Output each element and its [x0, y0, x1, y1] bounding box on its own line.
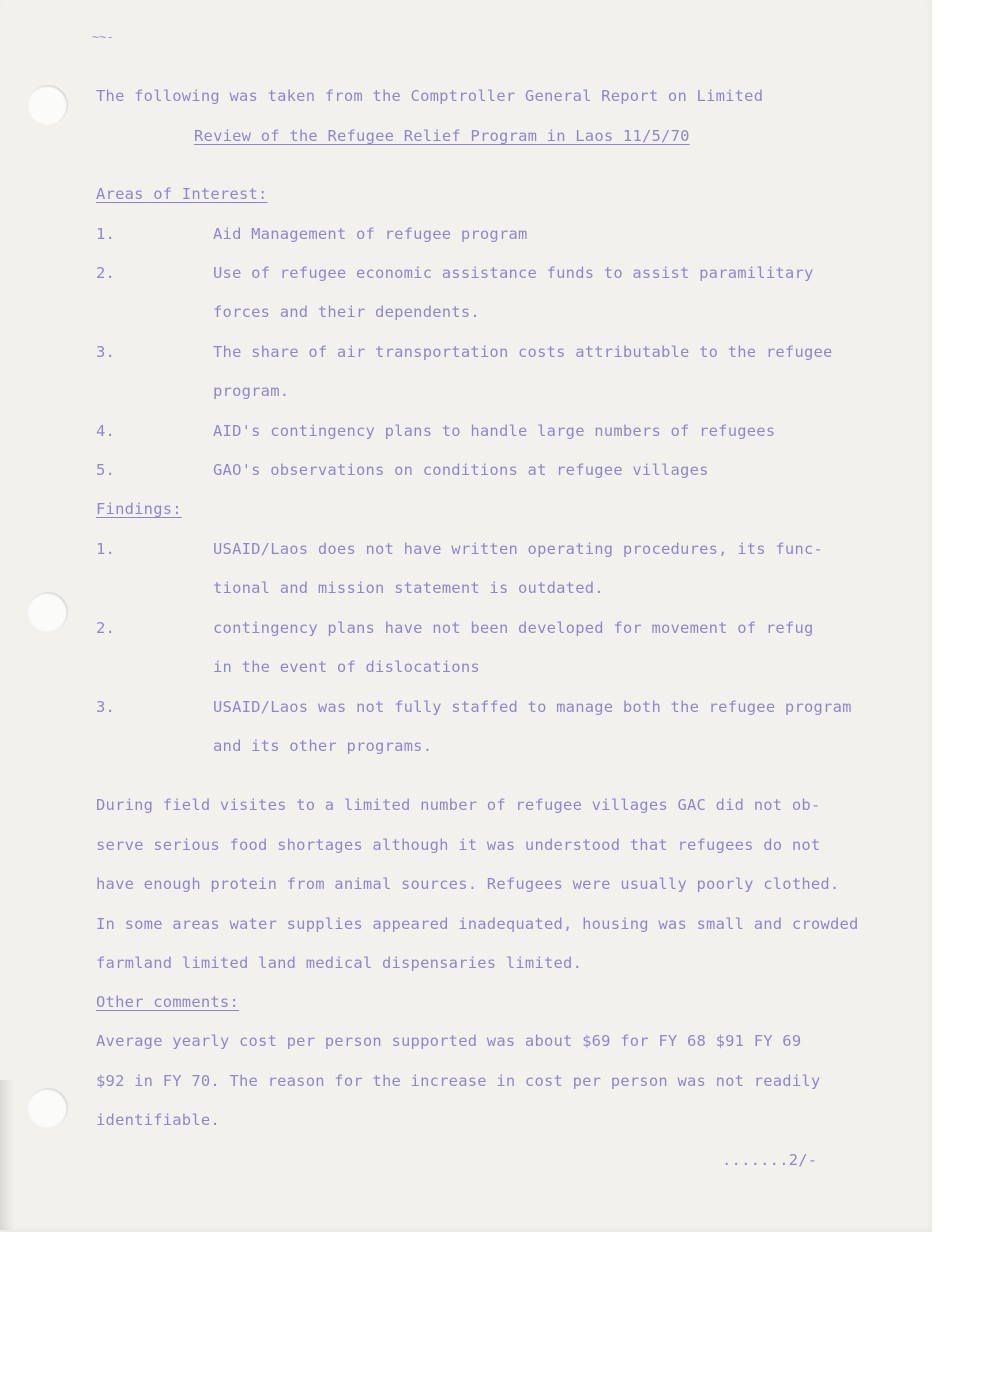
- findings-item-text: USAID/Laos does not have written operating procedures, its func-: [213, 540, 824, 558]
- scan-mark: ~~-: [92, 30, 114, 44]
- areas-item-number: 1.: [96, 225, 116, 243]
- findings-item-text: USAID/Laos was not fully staffed to manage both the refugee program: [213, 698, 852, 716]
- intro-line: The following was taken from the Comptroller General Report on Limited: [96, 87, 764, 105]
- areas-item-number: 3.: [96, 343, 116, 361]
- paragraph-line: serve serious food shortages although it was understood that refugees do not: [96, 836, 821, 854]
- areas-item-number: 5.: [96, 461, 116, 479]
- punch-hole-bottom: [28, 1088, 68, 1128]
- punch-hole-top: [28, 85, 68, 125]
- areas-item-number: 4.: [96, 422, 116, 440]
- areas-item-text: AID's contingency plans to handle large numbers of refugees: [213, 422, 776, 440]
- findings-item-text-continued: tional and mission statement is outdated.: [213, 579, 604, 597]
- areas-item-number: 2.: [96, 264, 116, 282]
- findings-item-number: 1.: [96, 540, 116, 558]
- paragraph-line: have enough protein from animal sources. Refugees were usually poorly clothed.: [96, 875, 840, 893]
- report-title: Review of the Refugee Relief Program in Laos 11/5/70: [194, 127, 690, 145]
- paragraph-line: In some areas water supplies appeared inadequated, housing was small and crowded: [96, 915, 859, 933]
- comment-line: identifiable.: [96, 1111, 220, 1129]
- findings-item-number: 2.: [96, 619, 116, 637]
- findings-heading: Findings:: [96, 500, 182, 518]
- paragraph-line: farmland limited land medical dispensaries limited.: [96, 954, 583, 972]
- findings-item-text-continued: in the event of dislocations: [213, 658, 480, 676]
- punch-hole-middle: [28, 592, 68, 632]
- areas-item-text-continued: program.: [213, 382, 290, 400]
- findings-item-text: contingency plans have not been developed for movement of refug: [213, 619, 814, 637]
- comment-line: $92 in FY 70. The reason for the increase in cost per person was not readily: [96, 1072, 821, 1090]
- areas-item-text: Aid Management of refugee program: [213, 225, 528, 243]
- page-continuation: .......2/-: [722, 1151, 818, 1169]
- areas-heading: Areas of Interest:: [96, 185, 268, 203]
- findings-item-text-continued: and its other programs.: [213, 737, 433, 755]
- areas-item-text: The share of air transportation costs attributable to the refugee: [213, 343, 833, 361]
- other-comments-heading: Other comments:: [96, 993, 239, 1011]
- areas-item-text: GAO's observations on conditions at refugee villages: [213, 461, 709, 479]
- findings-item-number: 3.: [96, 698, 116, 716]
- comment-line: Average yearly cost per person supported was about $69 for FY 68 $91 FY 69: [96, 1032, 802, 1050]
- areas-item-text: Use of refugee economic assistance funds to assist paramilitary: [213, 264, 814, 282]
- paragraph-line: During field visites to a limited number of refugee villages GAC did not ob-: [96, 796, 821, 814]
- areas-item-text-continued: forces and their dependents.: [213, 303, 480, 321]
- page-edge-shadow: [0, 1080, 14, 1230]
